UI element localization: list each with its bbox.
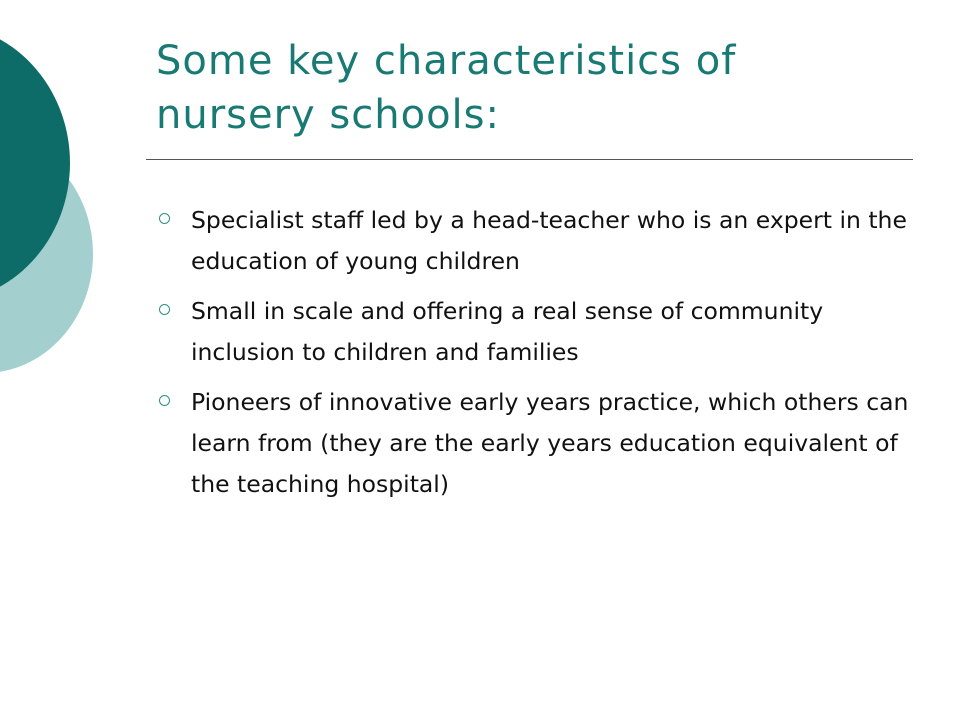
bullet-item bbox=[158, 382, 918, 505]
bullet-text: Specialist staff led by a head-teacher who is an expert in the education of young children bbox=[191, 206, 907, 275]
hollow-circle-icon bbox=[159, 304, 170, 315]
slide-title: Some key characteristics of nursery schools: bbox=[156, 38, 737, 138]
bullet-text: Small in scale and offering a real sense of community inclusion to children and families bbox=[191, 297, 824, 366]
title-divider bbox=[146, 159, 913, 160]
bullet-text: Pioneers of innovative early years practice, which others can learn from (they are the early years education equivalent of the teaching hospital) bbox=[191, 388, 909, 498]
bullet-item bbox=[158, 291, 918, 373]
hollow-circle-icon bbox=[159, 213, 170, 224]
bullet-list bbox=[158, 200, 918, 514]
hollow-circle-icon bbox=[159, 395, 170, 406]
bullet-item bbox=[158, 200, 918, 282]
